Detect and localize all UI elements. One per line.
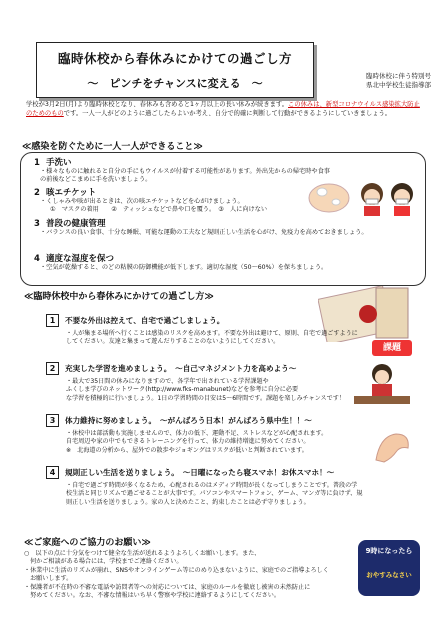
title-box (36, 42, 314, 98)
issuer-line2: 県北中学校生徒指導部 (366, 81, 431, 89)
step-line: ・人が集まる場所へ行くことは感染のリスクを高めます。不要な外出は避けて、原則、自宅で過ごすように (66, 330, 358, 337)
sticker-bottom-text: おやすみなさい (366, 571, 412, 579)
step-line: 則正しい生活を送りましょう。家の人と決めたこと、約束したことは必ず守りましょう。 (66, 498, 310, 506)
item-number: 3 (34, 219, 40, 229)
step-number: 3 (46, 414, 59, 427)
step-3 (46, 414, 366, 455)
bedtime-sticker (358, 540, 420, 596)
children-mask-illustration (356, 176, 420, 216)
intro-text3: です。一人一人がどのように過ごしたらよいか考え、自分で的確に判断して行動ができるようにしていきましょう。 (63, 110, 392, 117)
section2-heading: ≪臨時休校中から春休みにかけての過ごし方≫ (24, 292, 214, 302)
step-title: 充実した学習を進めましょう。 ～自己マネジメント力を高めよう～ (65, 364, 297, 373)
step-number: 2 (46, 362, 59, 375)
item-title: 咳エチケット (46, 188, 97, 198)
step-1 (46, 314, 426, 347)
step-title: 不要な外出は控えて、自宅で過ごしましょう。 (65, 316, 225, 325)
family-line: ・保護者が不在時の不審な電話や訪問者等への対応については、家庭のルールを徹底し被害の未然防止に (24, 583, 311, 591)
step-line: 校生活と同じリズムで過ごせることが大事です。パソコンやスマートフォン、ゲーム、マンガ等に負けず、規 (66, 490, 363, 498)
kadai-badge: 課題 (372, 340, 412, 356)
item-line: ・バランスの良い食事、十分な睡眠、可能な運動の工夫など規則正しい生活を心がけ、免疫力を高めておきましょう。 (40, 229, 368, 236)
step-line: してください。友達と集まって遊んだりすることのないようにしてください。 (66, 338, 280, 346)
step-number: 4 (46, 466, 59, 479)
item-line: ・様々なものに触れると自分の手にもウイルスが付着する可能性があります。外出先からの帰宅時や食事 (40, 168, 330, 175)
prevention-item-3 (34, 217, 418, 237)
step-4 (46, 466, 426, 507)
step-line: ・最大で35日間の休みになりますので、各学年で出されている学習課題や (66, 378, 269, 385)
item-line: ・空気が乾燥すると、のどの粘膜の防御機能が低下します。適切な湿度（50～60%）を保ちましょう。 (40, 264, 328, 271)
handwash-illustration (304, 178, 354, 216)
family-line: 努めてください。なお、不審な情報はいち早く警察や学校に連絡するようにしてください。 (24, 592, 280, 600)
muscle-arm-illustration (370, 426, 416, 468)
step-line: ふくしま学びのネットワーク(http://www.fks-manabunet)などを参考に自分に必要 (66, 386, 299, 394)
step-line: ・休校中は部活動も実施しませんので、体力の低下、運動不足、ストレスなどが心配されます。 (66, 430, 328, 437)
item-number: 4 (34, 254, 40, 264)
family-line: 何かご相談がある場合には、学校までご連絡ください。 (24, 558, 183, 566)
prevention-item-4 (34, 252, 418, 272)
family-line: ・休業中に生活のリズムが崩れ、SNSやオンラインゲーム等にのめり込まないように、家庭でのご指導よろしく (24, 566, 329, 574)
issuer-line1: 臨時休校に伴う特別号 (366, 72, 431, 80)
intro-emphasis: この休みは、新型コロナウイルス感染拡大防止のためのもの (26, 101, 420, 117)
step-number: 1 (46, 314, 59, 327)
page-title: 臨時休校から春休みにかけての過ごし方 (57, 51, 292, 66)
step-title: 規則正しい生活を送りましょう。 ～日曜になったら寝スマホ！お休スマホ！～ (65, 468, 335, 477)
step-line: ・自宅で過ごす時間が多くなるため、心配されるのはメディア時間が長くなってしまうことです。普段の学 (66, 482, 358, 489)
family-line: ○ 以下の点に十分気をつけて健全な生活が送れるようよろしくお願いします。また、 (24, 550, 261, 557)
section1-heading: ≪感染を防ぐために一人一人ができること≫ (22, 142, 203, 152)
item-line: の前後などこまめに手を洗いましょう。 (40, 176, 152, 183)
step-line: 自宅周辺や家の中でもできるトレーニングを行って、体力の維持増進に努めてください。 (66, 438, 310, 446)
item-title: 適度な湿度を保つ (46, 254, 115, 264)
step-title: 体力維持に努めましょう。 ～がんばろう日本！がんばろう県中生！！～ (65, 416, 312, 425)
intro-paragraph (26, 100, 426, 118)
item-number: 2 (34, 188, 40, 198)
student-studying-illustration (346, 358, 416, 408)
item-line: ・くしゃみや咳が出るときは、次の咳エチケットなどを心がけましょう。 (40, 198, 244, 205)
intro-text1: 学校が3月2日(月)より臨時休校となり、春休みも含めると1ヶ月以上の長い休みが続きます。 (26, 101, 289, 108)
family-request (24, 550, 354, 600)
family-line: お願いします。 (24, 575, 73, 583)
prevention-item-2 (34, 186, 334, 214)
item-title: 手洗い (46, 158, 72, 168)
sticker-top-text: 9時になったら (365, 547, 413, 555)
item-number: 1 (34, 158, 40, 168)
step-line: ※ 北海道の分析から、屋外での散歩やジョギングはリスクが低いと判断されています。 (66, 446, 308, 454)
item-title: 普段の健康管理 (46, 219, 106, 229)
issuer (366, 72, 431, 90)
step-line: な学習を積極的に行いましょう。1日の学習時間の目安は5～6時間です。課題を楽しみチャンスです！ (66, 394, 345, 402)
section3-heading: ≪ご家庭へのご協力のお願い≫ (24, 538, 151, 548)
item-line: ① マスクの着用 ② ティッシュなどで鼻や口を覆う。 ③ 人に向けない (50, 206, 268, 213)
page-subtitle: ～ ピンチをチャンスに変える ～ (87, 77, 263, 90)
